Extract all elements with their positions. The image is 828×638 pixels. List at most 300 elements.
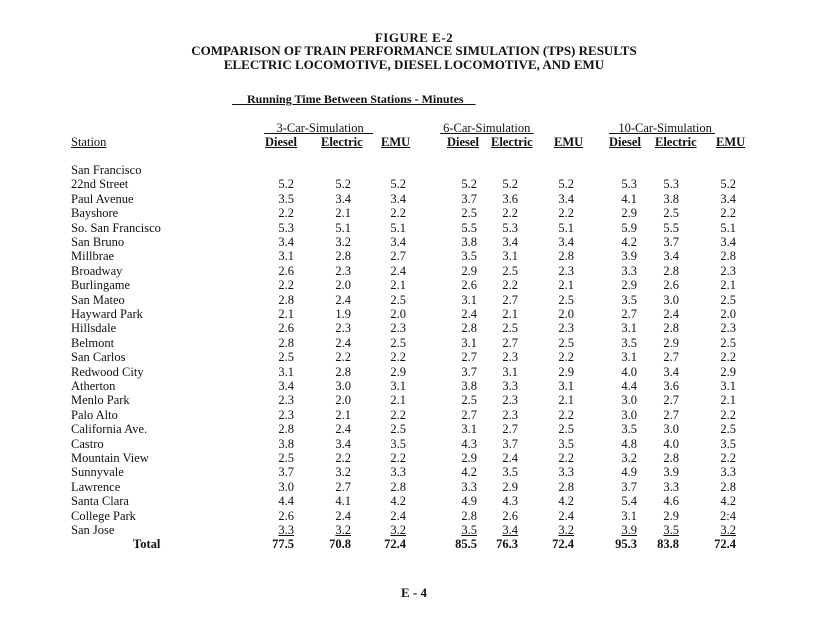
cell-value: 5.3 [278, 220, 294, 235]
col-6car-emu: EMU [554, 135, 584, 149]
cell-value: 2.5 [502, 321, 518, 336]
cell-value: 4.2 [461, 465, 477, 480]
cell-value: 2.8 [558, 479, 574, 494]
table-row [0, 249, 828, 263]
cell-value: 3.4 [278, 235, 294, 249]
cell-value: 2.1 [335, 206, 351, 221]
cell-value: 2.3 [390, 321, 406, 336]
cell-value: 2.1 [720, 393, 736, 408]
station-name: San Francisco [71, 163, 142, 177]
station-name: Castro [71, 436, 104, 451]
cell-value: 3.1 [558, 379, 574, 393]
cell-value: 2.4 [335, 335, 351, 350]
cell-value: 3.0 [663, 422, 679, 437]
cell-value: 4.1 [335, 494, 351, 509]
cell-value: 5.9 [621, 220, 637, 235]
cell-value: 2.8 [720, 249, 736, 264]
cell-value: 3.5 [621, 292, 637, 307]
cell-value: 2.6 [663, 278, 679, 293]
table-row [0, 278, 828, 292]
cell-value: 2.2 [335, 451, 351, 465]
cell-value: 2.9 [461, 451, 477, 465]
cell-value: 2.9 [502, 479, 518, 494]
group-header-10-car: 10-Car-Simulation [618, 121, 712, 135]
cell-value: 2.7 [390, 249, 406, 264]
cell-value: 2.5 [278, 451, 294, 465]
station-name: San Bruno [71, 235, 125, 249]
cell-value: 3.4 [558, 235, 574, 249]
col-10car-emu: EMU [716, 135, 746, 149]
cell-value: 3.2 [720, 523, 736, 537]
cell-value: 2.2 [720, 451, 736, 465]
station-name: San Jose [71, 523, 115, 537]
total-value: 72.4 [552, 537, 574, 552]
total-value: 76.3 [496, 537, 518, 552]
cell-value: 2.5 [720, 335, 736, 350]
cell-value: 3.2 [621, 451, 637, 465]
cell-value: 3.4 [663, 249, 679, 264]
cell-value: 3.0 [278, 479, 294, 494]
cell-value: 2.7 [502, 335, 518, 350]
cell-value: 2.2 [558, 350, 574, 365]
group-header-6-car: 6-Car-Simulation [443, 121, 531, 135]
cell-value: 3.7 [663, 235, 679, 249]
cell-value: 5.2 [720, 177, 736, 192]
cell-value: 2.7 [461, 350, 477, 365]
station-name: Sunnyvale [71, 465, 124, 480]
cell-value: 3.4 [720, 191, 736, 206]
cell-value: 2.5 [558, 292, 574, 307]
cell-value: 5.3 [663, 177, 679, 192]
cell-value: 3.4 [335, 191, 351, 206]
cell-value: 4.2 [720, 494, 736, 509]
cell-value: 2.8 [390, 479, 406, 494]
cell-value: 4.0 [663, 436, 679, 451]
table-row [0, 379, 828, 393]
cell-value: 3.4 [390, 191, 406, 206]
cell-value: 2.8 [278, 292, 294, 307]
cell-value: 4.1 [621, 191, 637, 206]
table-row [0, 509, 828, 523]
cell-value: 2.5 [663, 206, 679, 221]
table-row [0, 336, 828, 350]
cell-value: 3.2 [558, 523, 574, 537]
table-row [0, 437, 828, 451]
cell-value: 2.4 [390, 263, 406, 278]
cell-value: 2.4 [461, 307, 477, 321]
cell-value: 2.7 [502, 422, 518, 437]
figure-label: FIGURE E-2 [374, 30, 454, 45]
table-row [0, 163, 828, 177]
cell-value: 3.0 [335, 379, 351, 393]
cell-value: 2.2 [502, 206, 518, 221]
cell-value: 5.1 [390, 220, 406, 235]
cell-value: 5.1 [335, 220, 351, 235]
table-row [0, 293, 828, 307]
cell-value: 4.4 [278, 494, 294, 509]
cell-value: 2.5 [720, 292, 736, 307]
cell-value: 2.2 [720, 350, 736, 365]
station-name: Paul Avenue [71, 191, 134, 206]
cell-value: 3.1 [720, 379, 736, 393]
table-subtitle [232, 92, 476, 107]
cell-value: 2.5 [558, 335, 574, 350]
cell-value: 3.5 [502, 465, 518, 480]
subtitle-text: Running Time Between Stations - Minutes [247, 92, 464, 106]
cell-value: 2.5 [390, 335, 406, 350]
cell-value: 5.3 [621, 177, 637, 192]
cell-value: 3.5 [720, 436, 736, 451]
cell-value: 3.2 [390, 523, 406, 537]
cell-value: 2.2 [720, 206, 736, 221]
cell-value: 4.9 [621, 465, 637, 480]
table-row [0, 235, 828, 249]
table-row [0, 177, 828, 191]
cell-value: 3.4 [663, 364, 679, 379]
cell-value: 2.4 [335, 422, 351, 437]
cell-value: 3.7 [502, 436, 518, 451]
cell-value: 2.2 [502, 278, 518, 293]
cell-value: 2.2 [390, 206, 406, 221]
cell-value: 3.5 [461, 523, 477, 537]
total-value: 72.4 [714, 537, 736, 552]
cell-value: 4.3 [461, 436, 477, 451]
station-name: Atherton [71, 379, 116, 393]
cell-value: 2.2 [390, 350, 406, 365]
table-row [0, 480, 828, 494]
total-value: 72.4 [384, 537, 406, 552]
cell-value: 5.2 [390, 177, 406, 192]
table-row [0, 494, 828, 508]
cell-value: 4.6 [663, 494, 679, 509]
table-row [0, 523, 828, 537]
cell-value: 3.5 [621, 335, 637, 350]
cell-value: 2.8 [663, 451, 679, 465]
table-row [0, 350, 828, 364]
cell-value: 2.3 [720, 263, 736, 278]
cell-value: 2.2 [335, 350, 351, 365]
cell-value: 2.1 [558, 393, 574, 408]
cell-value: 3.3 [720, 465, 736, 480]
station-name: Broadway [71, 263, 123, 278]
page-number: E - 4 [401, 585, 427, 600]
cell-value: 2.5 [461, 206, 477, 221]
cell-value: 3.5 [278, 191, 294, 206]
cell-value: 4.9 [461, 494, 477, 509]
total-row [0, 537, 828, 551]
table-row [0, 321, 828, 335]
station-name: So. San Francisco [71, 220, 161, 235]
cell-value: 2.7 [621, 307, 637, 321]
cell-value: 2.2 [390, 407, 406, 422]
table-row [0, 264, 828, 278]
cell-value: 5.2 [278, 177, 294, 192]
cell-value: 2.8 [461, 508, 477, 523]
cell-value: 3.1 [621, 350, 637, 365]
col-3car-electric: Electric [321, 135, 363, 149]
cell-value: 2.3 [335, 263, 351, 278]
cell-value: 3.9 [621, 523, 637, 537]
table-row [0, 408, 828, 422]
cell-value: 3.3 [390, 465, 406, 480]
cell-value: 2.8 [663, 263, 679, 278]
table-row [0, 451, 828, 465]
cell-value: 3.3 [502, 379, 518, 393]
cell-value: 2.9 [663, 335, 679, 350]
station-name: Belmont [71, 335, 115, 350]
cell-value: 2.6 [461, 278, 477, 293]
cell-value: 2.4 [335, 292, 351, 307]
cell-value: 2.7 [335, 479, 351, 494]
cell-value: 3.0 [621, 407, 637, 422]
total-value: 77.5 [272, 537, 294, 552]
cell-value: 2.5 [390, 292, 406, 307]
cell-value: 3.9 [663, 465, 679, 480]
cell-value: 3.7 [461, 364, 477, 379]
cell-value: 2.1 [390, 393, 406, 408]
cell-value: 3.4 [390, 235, 406, 249]
cell-value: 2.8 [278, 422, 294, 437]
cell-value: 2.4 [335, 508, 351, 523]
cell-value: 2.9 [720, 364, 736, 379]
station-name: Bayshore [71, 206, 119, 221]
cell-value: 2.0 [558, 307, 574, 321]
cell-value: 2.6 [502, 508, 518, 523]
cell-value: 2.5 [502, 263, 518, 278]
cell-value: 3.1 [502, 249, 518, 264]
col-3car-diesel: Diesel [265, 135, 297, 149]
cell-value: 3.7 [461, 191, 477, 206]
station-name: Hayward Park [71, 307, 143, 321]
cell-value: 2.9 [558, 364, 574, 379]
cell-value: 3.1 [502, 364, 518, 379]
cell-value: 3.8 [663, 191, 679, 206]
cell-value: 3.1 [278, 249, 294, 264]
cell-value: 3.3 [621, 263, 637, 278]
cell-value: 3.8 [461, 235, 477, 249]
cell-value: 2.7 [663, 407, 679, 422]
cell-value: 1.9 [335, 307, 351, 321]
cell-value: 2.3 [278, 393, 294, 408]
cell-value: 2.2 [278, 278, 294, 293]
col-3car-emu: EMU [381, 135, 411, 149]
cell-value: 3.4 [720, 235, 736, 249]
cell-value: 2.8 [720, 479, 736, 494]
table-row [0, 221, 828, 235]
station-name: California Ave. [71, 422, 148, 437]
cell-value: 2.5 [720, 422, 736, 437]
cell-value: 3.1 [390, 379, 406, 393]
cell-value: 2.9 [461, 263, 477, 278]
cell-value: 2.2 [278, 206, 294, 221]
cell-value: 2.7 [461, 407, 477, 422]
cell-value: 3.1 [621, 321, 637, 336]
cell-value: 5.2 [461, 177, 477, 192]
cell-value: 2:4 [720, 508, 736, 523]
cell-value: 2.6 [278, 263, 294, 278]
cell-value: 2.8 [461, 321, 477, 336]
cell-value: 3.8 [278, 436, 294, 451]
figure-title-line2: ELECTRIC LOCOMOTIVE, DIESEL LOCOMOTIVE, AND EMU [223, 57, 605, 72]
cell-value: 2.9 [621, 206, 637, 221]
cell-value: 2.8 [663, 321, 679, 336]
total-label: Total [133, 537, 161, 552]
table-row [0, 393, 828, 407]
cell-value: 2.5 [558, 422, 574, 437]
total-value: 70.8 [329, 537, 351, 552]
cell-value: 2.4 [663, 307, 679, 321]
cell-value: 2.1 [390, 278, 406, 293]
table-row [0, 422, 828, 436]
cell-value: 3.3 [663, 479, 679, 494]
cell-value: 3.7 [278, 465, 294, 480]
cell-value: 2.3 [558, 321, 574, 336]
cell-value: 2.2 [390, 451, 406, 465]
cell-value: 3.5 [621, 422, 637, 437]
cell-value: 2.8 [335, 364, 351, 379]
station-name: College Park [71, 508, 136, 523]
cell-value: 2.4 [502, 451, 518, 465]
cell-value: 3.6 [502, 191, 518, 206]
cell-value: 3.5 [390, 436, 406, 451]
cell-value: 2.0 [335, 278, 351, 293]
cell-value: 5.4 [621, 494, 637, 509]
cell-value: 3.1 [461, 422, 477, 437]
cell-value: 3.6 [663, 379, 679, 393]
cell-value: 3.2 [335, 235, 351, 249]
cell-value: 5.2 [335, 177, 351, 192]
cell-value: 2.8 [558, 249, 574, 264]
cell-value: 3.3 [558, 465, 574, 480]
cell-value: 2.4 [390, 508, 406, 523]
cell-value: 2.6 [278, 321, 294, 336]
cell-value: 2.1 [335, 407, 351, 422]
cell-value: 2.8 [278, 335, 294, 350]
cell-value: 2.2 [558, 206, 574, 221]
cell-value: 2.3 [502, 407, 518, 422]
station-name: Santa Clara [71, 494, 129, 509]
cell-value: 3.2 [335, 523, 351, 537]
cell-value: 2.0 [390, 307, 406, 321]
col-10car-electric: Electric [655, 135, 697, 149]
cell-value: 2.1 [558, 278, 574, 293]
cell-value: 4.0 [621, 364, 637, 379]
station-name: Lawrence [71, 479, 121, 494]
cell-value: 3.1 [278, 364, 294, 379]
cell-value: 2.9 [621, 278, 637, 293]
cell-value: 3.4 [502, 523, 518, 537]
cell-value: 5.2 [558, 177, 574, 192]
cell-value: 2.5 [461, 393, 477, 408]
table-row [0, 365, 828, 379]
total-value: 95.3 [615, 537, 637, 552]
cell-value: 3.4 [278, 379, 294, 393]
cell-value: 5.5 [663, 220, 679, 235]
cell-value: 3.8 [461, 379, 477, 393]
station-name: Menlo Park [71, 393, 130, 408]
station-column-header: Station [71, 135, 107, 149]
station-name: Palo Alto [71, 407, 118, 422]
cell-value: 2.3 [558, 263, 574, 278]
station-name: Redwood City [71, 364, 144, 379]
station-name: 22nd Street [71, 177, 129, 192]
cell-value: 5.5 [461, 220, 477, 235]
station-name: Burlingame [71, 278, 131, 293]
cell-value: 2.0 [720, 307, 736, 321]
cell-value: 2.3 [502, 393, 518, 408]
cell-value: 2.9 [663, 508, 679, 523]
cell-value: 3.7 [621, 479, 637, 494]
cell-value: 4.4 [621, 379, 637, 393]
cell-value: 2.5 [390, 422, 406, 437]
table-row [0, 307, 828, 321]
cell-value: 3.5 [461, 249, 477, 264]
total-value: 83.8 [657, 537, 679, 552]
cell-value: 3.0 [621, 393, 637, 408]
cell-value: 4.8 [621, 436, 637, 451]
cell-value: 2.1 [720, 278, 736, 293]
cell-value: 2.3 [502, 350, 518, 365]
cell-value: 2.2 [558, 407, 574, 422]
cell-value: 3.1 [621, 508, 637, 523]
cell-value: 3.3 [461, 479, 477, 494]
station-name: San Carlos [71, 350, 126, 365]
col-10car-diesel: Diesel [609, 135, 641, 149]
cell-value: 3.0 [663, 292, 679, 307]
cell-value: 5.2 [502, 177, 518, 192]
cell-value: 2.7 [663, 393, 679, 408]
station-name: Mountain View [71, 451, 149, 465]
cell-value: 3.2 [335, 465, 351, 480]
cell-value: 2.4 [558, 508, 574, 523]
cell-value: 2.1 [278, 307, 294, 321]
group-header-3-car: 3-Car-Simulation [276, 121, 364, 135]
cell-value: 2.2 [558, 451, 574, 465]
cell-value: 3.5 [663, 523, 679, 537]
figure-title-line1: COMPARISON OF TRAIN PERFORMANCE SIMULATION (TPS) RESULTS [191, 43, 637, 58]
cell-value: 3.9 [621, 249, 637, 264]
table-row [0, 206, 828, 220]
cell-value: 5.3 [502, 220, 518, 235]
cell-value: 3.4 [558, 191, 574, 206]
cell-value: 2.9 [390, 364, 406, 379]
cell-value: 2.2 [720, 407, 736, 422]
cell-value: 4.3 [502, 494, 518, 509]
cell-value: 4.2 [621, 235, 637, 249]
station-name: Hillsdale [71, 321, 117, 336]
cell-value: 3.4 [502, 235, 518, 249]
cell-value: 2.7 [502, 292, 518, 307]
table-row [0, 192, 828, 206]
station-name: San Mateo [71, 292, 125, 307]
cell-value: 4.2 [558, 494, 574, 509]
cell-value: 2.1 [502, 307, 518, 321]
col-6car-diesel: Diesel [447, 135, 479, 149]
cell-value: 3.4 [335, 436, 351, 451]
cell-value: 5.1 [720, 220, 736, 235]
station-name: Millbrae [71, 249, 115, 264]
cell-value: 2.8 [335, 249, 351, 264]
cell-value: 5.1 [558, 220, 574, 235]
cell-value: 3.3 [278, 523, 294, 537]
cell-value: 2.6 [278, 508, 294, 523]
cell-value: 2.7 [663, 350, 679, 365]
cell-value: 3.5 [558, 436, 574, 451]
total-value: 85.5 [455, 537, 477, 552]
col-6car-electric: Electric [491, 135, 533, 149]
cell-value: 2.3 [720, 321, 736, 336]
cell-value: 2.3 [335, 321, 351, 336]
